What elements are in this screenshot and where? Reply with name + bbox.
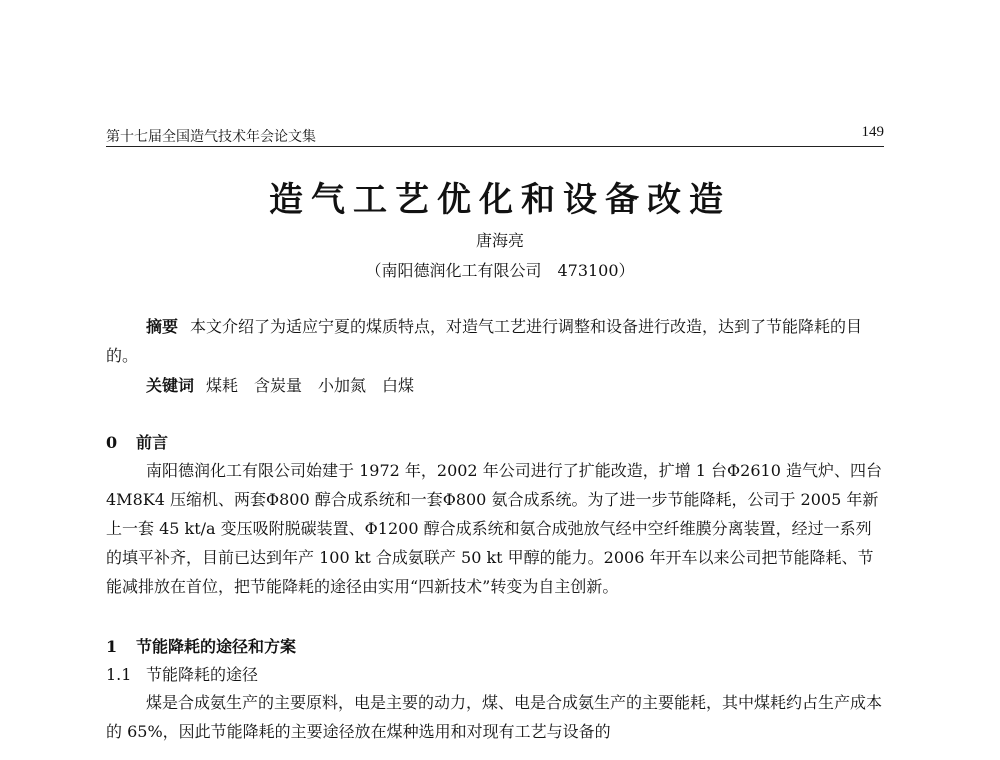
subsection-title: 节能降耗的途径 [146, 665, 259, 684]
section-title: 节能降耗的途径和方案 [136, 637, 297, 656]
author-affiliation: （南阳德润化工有限公司 473100） [365, 261, 635, 280]
section-number: 0 [106, 433, 118, 452]
section-number: 1 [106, 637, 118, 656]
abstract [106, 312, 886, 370]
keywords [106, 371, 886, 400]
section-0-paragraph: 南阳德润化工有限公司始建于 1972 年，2002 年公司进行了扩能改造，扩增 1 台Φ2610 造气炉、四台 4M8K4 压缩机、两套Φ800 醇合成系统和一套Φ800 氨合成系统。为了进一步节能降耗，公司于 2005 年新上一套 45 kt/a 变压吸附脱碳装置、Φ1200 醇合成系统和氨合成弛放气经中空纤维膜分离装置，经过一系列的填平补齐，目前已达到年产 100 kt 合成氨联产 50 kt 甲醇的能力。2006 年开车以来公司把节能降耗、节能减排放在首位，把节能降耗的途径由实用“四新技术”转变为自主创新。 [106, 461, 882, 596]
keywords-label: 关键词 [146, 376, 195, 395]
section-heading-1 [106, 634, 296, 657]
running-header [106, 124, 884, 147]
section-title: 前言 [136, 433, 169, 452]
abstract-label: 摘要 [146, 317, 179, 336]
keywords-text: 煤耗 含炭量 小加氮 白煤 [206, 376, 415, 395]
page-number: 149 [861, 124, 884, 140]
subsection-number: 1.1 [106, 665, 132, 684]
header-journal-title: 第十七届全国造气技术年会论文集 [106, 129, 316, 145]
subsection-heading-1-1 [106, 662, 258, 685]
paper-title: 造气工艺优化和设备改造 [269, 180, 731, 220]
author-name: 唐海亮 [475, 231, 524, 250]
section-heading-0 [106, 430, 168, 453]
abstract-text: 本文介绍了为适应宁夏的煤质特点，对造气工艺进行调整和设备进行改造，达到了节能降耗的目的。 [106, 317, 863, 365]
subsection-1-1-paragraph: 煤是合成氨生产的主要原料，电是主要的动力，煤、电是合成氨生产的主要能耗，其中煤耗约占生产成本的 65%，因此节能降耗的主要途径放在煤种选用和对现有工艺与设备的 [106, 693, 883, 741]
